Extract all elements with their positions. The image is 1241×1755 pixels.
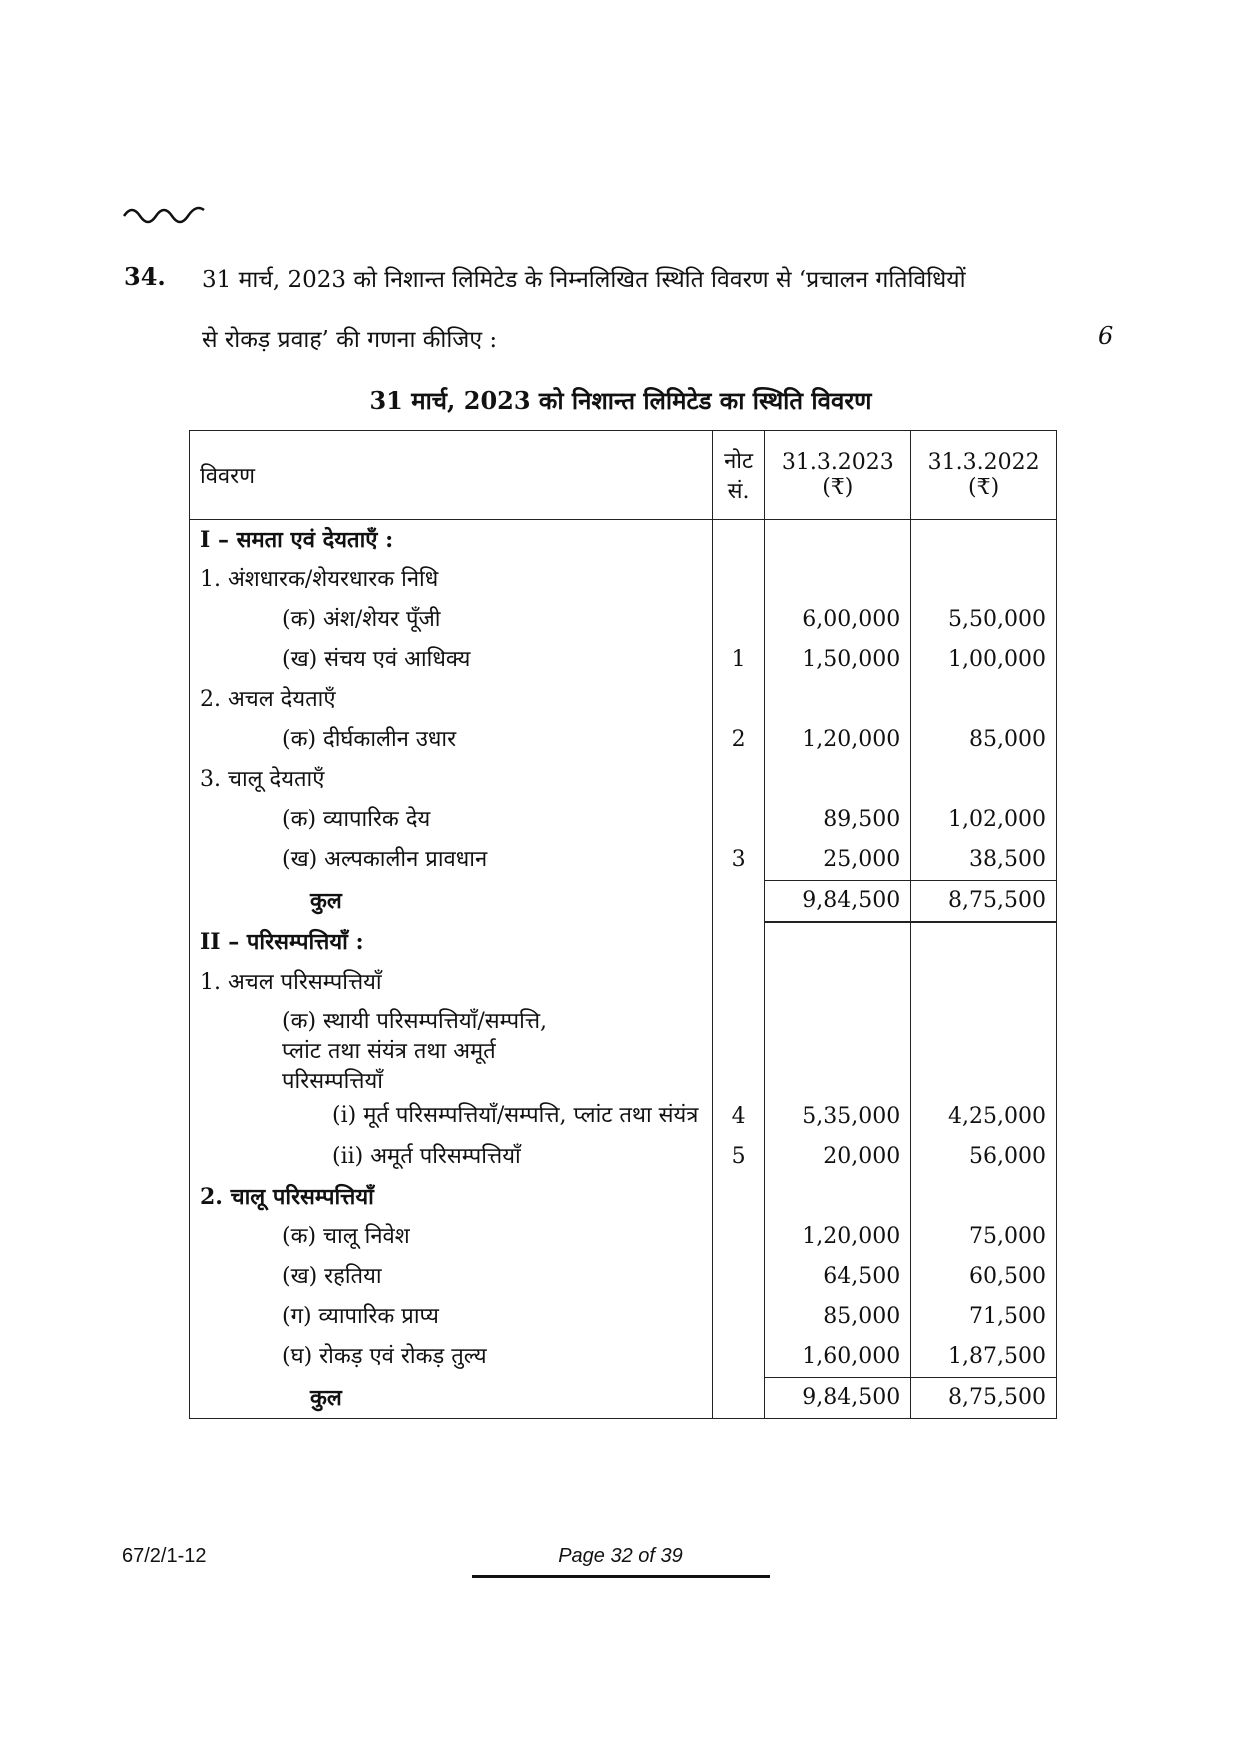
row-particulars: (क) अंश/शेयर पूँजी <box>190 600 713 640</box>
row-note <box>712 1177 765 1217</box>
table-row <box>190 560 1057 600</box>
row-amount-2022: 1,02,000 <box>911 800 1057 840</box>
row-note <box>712 800 765 840</box>
row-particulars: (ख) संचय एवं आधिक्य <box>190 640 713 680</box>
row-particulars: (i) मूर्त परिसम्पत्तियाँ/सम्पत्ति, प्लांट तथा संयंत्र <box>190 1097 713 1137</box>
row-particulars: 2. चालू परिसम्पत्तियाँ <box>190 1177 713 1217</box>
row-note <box>712 560 765 600</box>
question-text-line2: से रोकड़ प्रवाह’ की गणना कीजिए : <box>202 327 498 353</box>
row-amount-2023 <box>765 1003 911 1097</box>
table-row <box>190 840 1057 881</box>
row-amount-2023 <box>765 922 911 963</box>
table-title: 31 मार्च, 2023 को निशान्त लिमिटेड का स्थिति विवरण <box>369 386 872 415</box>
row-amount-2023 <box>765 680 911 720</box>
table-row <box>190 520 1057 561</box>
row-note <box>712 881 765 923</box>
table-row <box>190 680 1057 720</box>
table-row <box>190 600 1057 640</box>
table-row <box>190 1297 1057 1337</box>
table-row <box>190 1003 1057 1097</box>
footer-divider <box>472 1575 770 1578</box>
row-amount-2023: 64,500 <box>765 1257 911 1297</box>
row-amount-2023: 9,84,500 <box>765 1378 911 1419</box>
row-note: 5 <box>712 1137 765 1177</box>
row-particulars: (क) चालू निवेश <box>190 1217 713 1257</box>
row-note <box>712 680 765 720</box>
row-note <box>712 963 765 1003</box>
row-particulars: 1. अंशधारक/शेयरधारक निधि <box>190 560 713 600</box>
row-amount-2022: 4,25,000 <box>911 1097 1057 1137</box>
row-particulars: (ख) अल्पकालीन प्रावधान <box>190 840 713 881</box>
header-2022: 31.3.2022 (₹) <box>911 431 1057 520</box>
row-note <box>712 1257 765 1297</box>
row-amount-2023 <box>765 560 911 600</box>
row-note: 1 <box>712 640 765 680</box>
row-amount-2023 <box>765 963 911 1003</box>
row-amount-2022 <box>911 963 1057 1003</box>
row-amount-2022: 56,000 <box>911 1137 1057 1177</box>
table-row <box>190 800 1057 840</box>
row-amount-2022: 60,500 <box>911 1257 1057 1297</box>
row-amount-2023: 1,60,000 <box>765 1337 911 1378</box>
table-row <box>190 881 1057 923</box>
table-body <box>190 520 1057 1419</box>
table-row <box>190 1257 1057 1297</box>
row-particulars: कुल <box>190 1378 713 1419</box>
table-row <box>190 1217 1057 1257</box>
row-amount-2022: 85,000 <box>911 720 1057 760</box>
row-amount-2023 <box>765 760 911 800</box>
row-amount-2023: 20,000 <box>765 1137 911 1177</box>
row-particulars: (घ) रोकड़ एवं रोकड़ तुल्य <box>190 1337 713 1378</box>
row-amount-2023 <box>765 1177 911 1217</box>
question-number: 34. <box>124 262 166 291</box>
row-amount-2022: 71,500 <box>911 1297 1057 1337</box>
row-amount-2022: 1,87,500 <box>911 1337 1057 1378</box>
row-particulars: (ख) रहतिया <box>190 1257 713 1297</box>
row-amount-2022: 38,500 <box>911 840 1057 881</box>
row-particulars: 3. चालू देयताएँ <box>190 760 713 800</box>
row-amount-2022: 5,50,000 <box>911 600 1057 640</box>
table-header-row <box>190 431 1057 520</box>
row-amount-2023: 25,000 <box>765 840 911 881</box>
row-amount-2023: 5,35,000 <box>765 1097 911 1137</box>
paper-code: 67/2/1-12 <box>122 1545 207 1567</box>
row-particulars: 2. अचल देयताएँ <box>190 680 713 720</box>
row-note: 3 <box>712 840 765 881</box>
row-particulars: (ii) अमूर्त परिसम्पत्तियाँ <box>190 1137 713 1177</box>
row-amount-2023: 6,00,000 <box>765 600 911 640</box>
row-amount-2022 <box>911 680 1057 720</box>
squiggle-mark-icon <box>122 200 212 224</box>
table-row <box>190 1378 1057 1419</box>
row-note: 4 <box>712 1097 765 1137</box>
row-amount-2022 <box>911 1177 1057 1217</box>
row-particulars: (ग) व्यापारिक प्राप्य <box>190 1297 713 1337</box>
row-amount-2022 <box>911 560 1057 600</box>
table-row <box>190 1337 1057 1378</box>
row-note <box>712 1217 765 1257</box>
row-note: 2 <box>712 720 765 760</box>
header-particulars: विवरण <box>190 431 713 520</box>
row-particulars: 1. अचल परिसम्पत्तियाँ <box>190 963 713 1003</box>
row-amount-2023: 89,500 <box>765 800 911 840</box>
table-row <box>190 720 1057 760</box>
row-amount-2022 <box>911 922 1057 963</box>
row-note <box>712 922 765 963</box>
row-amount-2022: 8,75,500 <box>911 881 1057 923</box>
row-note <box>712 760 765 800</box>
row-amount-2022: 8,75,500 <box>911 1378 1057 1419</box>
row-note <box>712 600 765 640</box>
row-amount-2022: 1,00,000 <box>911 640 1057 680</box>
row-amount-2022 <box>911 760 1057 800</box>
row-particulars: (क) स्थायी परिसम्पत्तियाँ/सम्पत्ति, प्लांट तथा संयंत्र तथा अमूर्त परिसम्पत्तियाँ <box>190 1003 713 1097</box>
row-note <box>712 520 765 561</box>
row-particulars: I – समता एवं देयताएँ : <box>190 520 713 561</box>
page-number: Page 32 of 39 <box>558 1545 683 1567</box>
header-2023: 31.3.2023 (₹) <box>765 431 911 520</box>
row-note <box>712 1003 765 1097</box>
table-row <box>190 1137 1057 1177</box>
question-marks: 6 <box>1098 322 1114 350</box>
row-note <box>712 1337 765 1378</box>
row-note <box>712 1297 765 1337</box>
table-row <box>190 1177 1057 1217</box>
table-row <box>190 760 1057 800</box>
row-amount-2022 <box>911 1003 1057 1097</box>
row-amount-2022 <box>911 520 1057 561</box>
header-note: नोट सं. <box>712 431 765 520</box>
table-row <box>190 922 1057 963</box>
table-row <box>190 1097 1057 1137</box>
table-row <box>190 963 1057 1003</box>
row-amount-2023: 1,20,000 <box>765 1217 911 1257</box>
balance-sheet-table <box>189 430 1057 1419</box>
row-particulars: II – परिसम्पत्तियाँ : <box>190 922 713 963</box>
row-amount-2023: 85,000 <box>765 1297 911 1337</box>
row-particulars: कुल <box>190 881 713 923</box>
row-amount-2023: 9,84,500 <box>765 881 911 923</box>
row-amount-2023: 1,20,000 <box>765 720 911 760</box>
row-amount-2022: 75,000 <box>911 1217 1057 1257</box>
table-row <box>190 640 1057 680</box>
question-text-line1: 31 मार्च, 2023 को निशान्त लिमिटेड के निम्नलिखित स्थिति विवरण से ‘प्रचालन गतिविधियों <box>202 267 966 293</box>
row-note <box>712 1378 765 1419</box>
row-amount-2023 <box>765 520 911 561</box>
row-particulars: (क) दीर्घकालीन उधार <box>190 720 713 760</box>
row-particulars: (क) व्यापारिक देय <box>190 800 713 840</box>
row-amount-2023: 1,50,000 <box>765 640 911 680</box>
